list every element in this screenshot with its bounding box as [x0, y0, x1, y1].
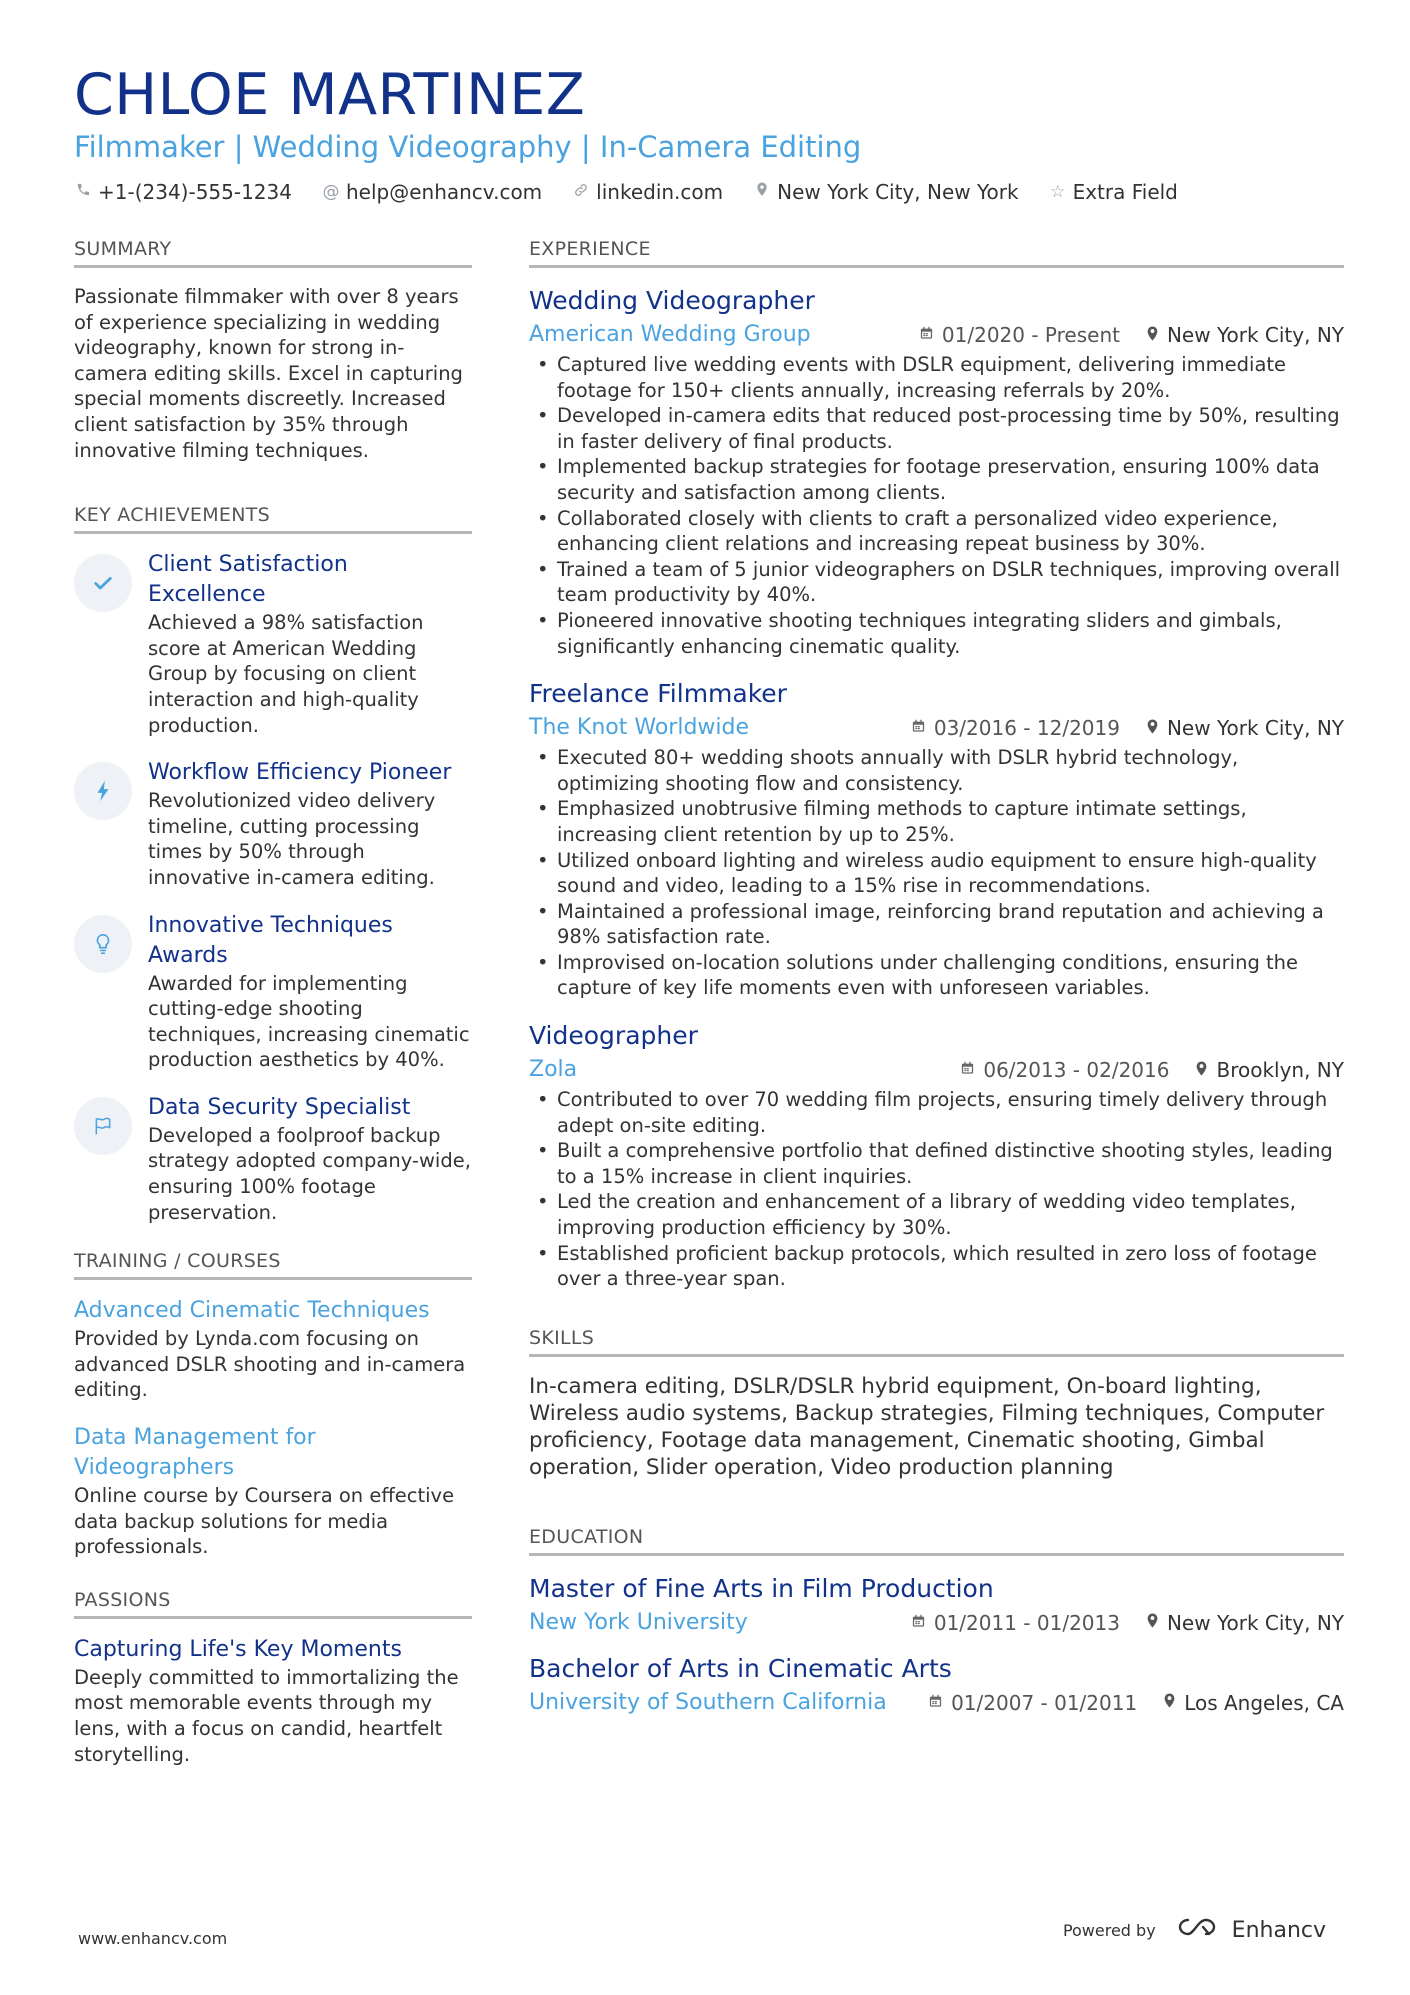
contact-phone[interactable]	[74, 180, 292, 204]
achievements-section	[74, 503, 472, 1225]
extra-text: Extra Field	[1072, 180, 1178, 204]
bullet-item: • Captured live wedding events with DSLR equipment, delivering immediate footage for 150+ clients annually, increasing referrals by 20%.	[529, 352, 1344, 403]
right-column	[529, 237, 1344, 1732]
job-location-text: New York City, NY	[1166, 323, 1344, 347]
section-title-achievements: KEY ACHIEVEMENTS	[74, 503, 472, 534]
bullet-item: • Utilized onboard lighting and wireless audio equipment to ensure high-quality sound and video, leading to a 15% rise in recommendations.	[529, 848, 1344, 899]
powered-by-text: Powered by	[1062, 1920, 1156, 1940]
achievement-desc: Awarded for implementing cutting-edge shooting techniques, increasing cinematic production aesthetics by 40%.	[148, 971, 470, 1072]
achievement-title: Client Satisfaction Excellence	[148, 552, 348, 608]
flag-icon	[74, 1097, 132, 1155]
passion-item	[74, 1635, 472, 1767]
bullet-item: • Collaborated closely with clients to craft a personalized video experience, enhancing client relations and increasing repeat business by 30%.	[529, 506, 1344, 557]
job-title: Wedding Videographer	[529, 286, 815, 315]
bullet-item: • Implemented backup strategies for footage preservation, ensuring 100% data security and satisfaction among clients.	[529, 454, 1344, 505]
job-bullets	[529, 1087, 1344, 1292]
training-section	[74, 1249, 472, 1560]
company-name: Zola	[529, 1057, 578, 1083]
section-title-experience: EXPERIENCE	[529, 237, 1344, 268]
achievement-item	[74, 758, 472, 890]
course-desc: Provided by Lynda.com focusing on advanced DSLR shooting and in-camera editing.	[74, 1327, 466, 1402]
section-title-skills: SKILLS	[529, 1326, 1344, 1357]
email-text: help@enhancv.com	[345, 180, 543, 204]
education-entry	[529, 1572, 1344, 1638]
passion-desc: Deeply committed to immortalizing the most memorable events through my lens, with a focus on candid, heartfelt storytelling.	[74, 1665, 459, 1766]
map-pin-icon	[1146, 718, 1159, 739]
candidate-name: CHLOE MARTINEZ	[74, 62, 586, 128]
summary-section	[74, 237, 472, 463]
job-bullets	[529, 352, 1344, 659]
course-title: Advanced Cinematic Techniques	[74, 1298, 430, 1324]
passions-section	[74, 1588, 472, 1767]
job-location-text: Brooklyn, NY	[1216, 1058, 1344, 1083]
contact-email[interactable]	[322, 180, 542, 204]
achievement-desc: Achieved a 98% satisfaction score at American Wedding Group by focusing on client interaction and high-quality production.	[148, 611, 424, 737]
bullet-item: • Developed in-camera edits that reduced post-processing time by 50%, resulting in faster delivery of final products.	[529, 403, 1344, 454]
section-title-summary: SUMMARY	[74, 237, 472, 268]
company-name: The Knot Worldwide	[529, 715, 750, 741]
map-pin-icon	[1146, 325, 1159, 346]
footer-website[interactable]: www.enhancv.com	[78, 1929, 228, 1948]
left-column	[74, 237, 472, 1767]
achievement-title: Workflow Efficiency Pioneer	[148, 760, 452, 786]
bullet-item: • Emphasized unobtrusive filming methods to capture intimate settings, increasing client retention by up to 25%.	[529, 796, 1344, 847]
map-pin-icon	[753, 181, 771, 203]
map-pin-icon	[1163, 1692, 1176, 1713]
edu-location	[1163, 1691, 1344, 1715]
achievement-desc: Revolutionized video delivery timeline, cutting processing times by 50% through innovative in-camera editing.	[148, 789, 436, 889]
school-name: New York University	[529, 1609, 748, 1635]
edu-location	[1146, 1611, 1344, 1635]
job-entry	[529, 1019, 1344, 1292]
calendar-icon	[919, 325, 934, 345]
phone-text: +1-(234)-555-1234	[98, 180, 292, 204]
calendar-icon	[911, 718, 926, 738]
edu-dates-text: 01/2011 - 01/2013	[933, 1610, 1120, 1635]
edu-dates	[911, 1611, 1120, 1635]
lightbulb-icon	[74, 915, 132, 973]
section-title-education: EDUCATION	[529, 1525, 1344, 1556]
link-icon	[572, 182, 590, 203]
achievement-item	[74, 550, 472, 738]
job-dates	[911, 716, 1120, 740]
course-item	[74, 1423, 472, 1560]
candidate-subtitle: Filmmaker | Wedding Videography | In-Camera Editing	[74, 130, 862, 164]
bolt-icon	[74, 762, 132, 820]
course-desc: Online course by Coursera on effective data backup solutions for media professionals.	[74, 1484, 455, 1559]
job-location	[1146, 323, 1344, 347]
job-dates	[919, 323, 1120, 347]
achievement-item	[74, 1093, 472, 1225]
bullet-item: • Established proficient backup protocols, which resulted in zero loss of footage over a three-year span.	[529, 1241, 1344, 1292]
contact-location	[753, 180, 1018, 204]
achievement-title: Data Security Specialist	[148, 1094, 411, 1120]
map-pin-icon	[1195, 1060, 1208, 1081]
brand-text: Enhancv	[1231, 1917, 1326, 1943]
job-title: Videographer	[529, 1021, 698, 1051]
job-location	[1195, 1058, 1344, 1082]
contact-extra	[1049, 180, 1178, 204]
star-icon: ☆	[1049, 182, 1066, 202]
bullet-item: • Trained a team of 5 junior videographers on DSLR techniques, improving overall team productivity by 40%.	[529, 557, 1344, 608]
course-item	[74, 1296, 472, 1403]
degree-title: Master of Fine Arts in Film Production	[529, 1573, 994, 1603]
experience-section	[529, 237, 1344, 1292]
education-entry	[529, 1652, 1344, 1718]
phone-icon	[74, 182, 92, 202]
summary-text: Passionate filmmaker with over 8 years of experience specializing in wedding videography, known for strong in-camera editing skills. Excel in capturing special moments discreetly. Increased client satisfaction by 35% through innovative filming techniques.	[74, 285, 463, 462]
calendar-icon	[960, 1060, 975, 1080]
section-title-passions: PASSIONS	[74, 1588, 472, 1619]
header	[74, 60, 1344, 204]
bullet-item: • Led the creation and enhancement of a library of wedding video templates, improving production efficiency by 30%.	[529, 1189, 1344, 1240]
job-entry	[529, 677, 1344, 1001]
bullet-item: • Maintained a professional image, reinforcing brand reputation and achieving a 98% satisfaction rate.	[529, 899, 1344, 950]
bullet-item: • Built a comprehensive portfolio that defined distinctive shooting styles, leading to a 15% increase in client inquiries.	[529, 1138, 1344, 1189]
job-dates	[960, 1058, 1169, 1082]
bullet-item: • Contributed to over 70 wedding film projects, ensuring timely delivery through adept on-site editing.	[529, 1087, 1344, 1138]
edu-location-text: Los Angeles, CA	[1184, 1690, 1344, 1715]
company-name: American Wedding Group	[529, 322, 811, 347]
job-bullets	[529, 745, 1344, 1001]
job-dates-text: 03/2016 - 12/2019	[933, 716, 1120, 741]
achievement-desc: Developed a foolproof backup strategy adopted company-wide, ensuring 100% footage preservation.	[148, 1123, 471, 1224]
degree-title: Bachelor of Arts in Cinematic Arts	[529, 1653, 952, 1683]
bullet-item: • Improvised on-location solutions under challenging conditions, ensuring the capture of key life moments even with unforeseen variables.	[529, 950, 1344, 1001]
skills-section	[529, 1326, 1344, 1481]
check-icon	[74, 554, 132, 612]
map-pin-icon	[1146, 1612, 1159, 1633]
job-title: Freelance Filmmaker	[529, 679, 787, 709]
edu-dates-text: 01/2007 - 01/2011	[951, 1690, 1138, 1715]
at-icon: @	[322, 182, 340, 202]
job-location	[1146, 716, 1344, 740]
bullet-item: • Pioneered innovative shooting techniques integrating sliders and gimbals, significantly enhancing cinematic quality.	[529, 608, 1344, 659]
contact-bar	[74, 180, 1344, 204]
location-text: New York City, New York	[777, 180, 1019, 204]
calendar-icon	[928, 1693, 943, 1713]
calendar-icon	[911, 1613, 926, 1633]
edu-location-text: New York City, NY	[1166, 1610, 1344, 1635]
achievement-title: Innovative Techniques Awards	[148, 912, 393, 968]
edu-dates	[928, 1691, 1137, 1715]
course-title: Data Management for Videographers	[74, 1425, 316, 1481]
footer-branding	[1063, 1916, 1326, 1944]
section-title-training: TRAINING / COURSES	[74, 1249, 472, 1280]
school-name: University of Southern California	[529, 1689, 887, 1715]
skills-text: In-camera editing, DSLR/DSLR hybrid equipment, On-board lighting, Wireless audio systems, Backup strategies, Filming techniques, Computer proficiency, Footage data management, Cinematic shooting, Gimbal operation, Slider operation, Video production planning	[529, 1373, 1325, 1480]
bullet-item: • Executed 80+ wedding shoots annually with DSLR hybrid technology, optimizing shooting flow and consistency.	[529, 745, 1344, 796]
passion-title: Capturing Life's Key Moments	[74, 1636, 402, 1662]
job-dates-text: 06/2013 - 02/2016	[983, 1058, 1170, 1083]
job-dates-text: 01/2020 - Present	[941, 323, 1120, 347]
linkedin-text: linkedin.com	[596, 180, 724, 204]
contact-linkedin[interactable]	[572, 180, 723, 204]
education-section	[529, 1525, 1344, 1718]
job-entry	[529, 284, 1344, 659]
achievement-item	[74, 911, 472, 1073]
infinity-icon	[1176, 1916, 1222, 1944]
enhancv-logo[interactable]	[1176, 1916, 1326, 1944]
job-location-text: New York City, NY	[1166, 716, 1344, 741]
